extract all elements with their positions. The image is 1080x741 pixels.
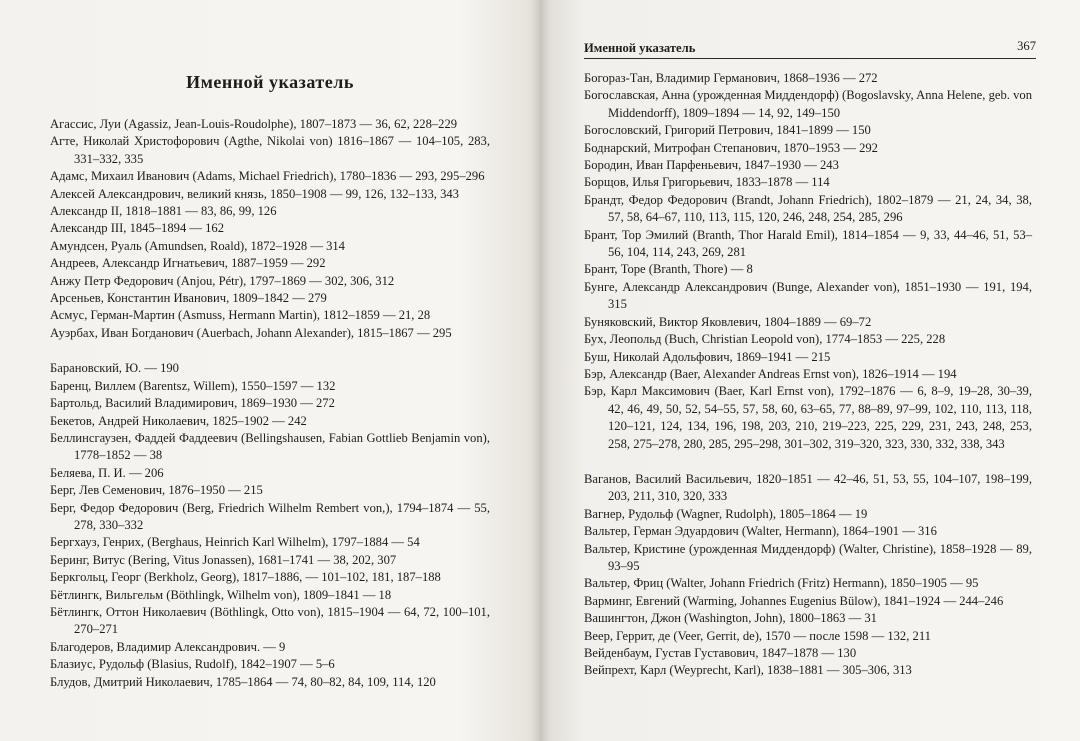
index-entry: Баренц, Виллем (Barentsz, Willem), 1550–1597 — 132 [50,378,336,393]
index-entry: Ваганов, Василий Васильевич, 1820–1851 — 42–46, 51, 53, 55, 104–107, 198–199, 203, 211, 310, 320, 333 [584,471,1032,504]
index-entry: Благодеров, Владимир Александрович. — 9 [50,639,286,654]
section-gap [584,453,1032,471]
index-entry: Берг, Лев Семенович, 1876–1950 — 215 [50,483,263,498]
index-entry: Бекетов, Андрей Николаевич, 1825–1902 — 242 [50,413,307,428]
index-entry: Андреев, Александр Игнатьевич, 1887–1959 — 292 [50,256,326,271]
index-entry: Богословский, Григорий Петрович, 1841–1899 — 150 [584,123,871,138]
index-entry: Богославская, Анна (урожденная Миддендорф) (Bogoslavsky, Anna Helene, geb. von Middendorff), 1809–1894 — 14, 92, 149–150 [584,88,1032,120]
index-entry: Арсеньев, Константин Иванович, 1809–1842 — 279 [50,291,327,306]
index-entry: Борщов, Илья Григорьевич, 1833–1878 — 114 [584,175,830,190]
index-entry: Бунге, Александр Александрович (Bunge, Alexander von), 1851–1930 — 191, 194, 315 [584,279,1032,312]
index-entry: Агассис, Луи (Agassiz, Jean-Louis-Roudolphe), 1807–1873 — 36, 62, 228–229 [50,117,458,131]
index-entry: Беринг, Витус (Bering, Vitus Jonassen), 1681–1741 — 38, 202, 307 [50,552,397,567]
index-entry: Агте, Николай Христофорович (Agthe, Nikolai von) 1816–1867 — 104–105, 283, 331–332, 335 [50,134,490,166]
index-entry: Вальтер, Кристине (урожденная Миддендорф) (Walter, Christine), 1858–1928 — 89, 93–95 [584,541,1032,573]
index-entry: Бётлингк, Оттон Николаевич (Böthlingk, Otto von), 1815–1904 — 64, 72, 100–101, 270–271 [50,604,490,637]
index-entry: Бётлингк, Вильгельм (Böthlingk, Wilhelm von), 1809–1841 — 18 [50,587,392,602]
index-entry: Вагнер, Рудольф (Wagner, Rudolph), 1805–1864 — 19 [584,506,868,521]
running-head [584,40,1036,59]
index-entry: Бородин, Иван Парфеньевич, 1847–1930 — 243 [584,158,839,173]
index-entry: Бэр, Карл Максимович (Baer, Karl Ernst von), 1792–1876 — 6, 8–9, 19–28, 30–39, 42, 46, 49, 50, 52, 54–55, 57, 58, 60, 63–65, 77, 88–89, 97–99, 102, 110, 113, 118, 120–121, 124, 134, 196, 198, 203, 210, 219–223, 225, 229, 231, 243, 248, 253, 258, 275–278, 280, 285, 295–298, 301–302, 319–320, 323, 330, 332, 338, 343 [584,384,1032,451]
index-entry: Вашингтон, Джон (Washington, John), 1800–1863 — 31 [584,611,877,626]
index-entry: Александр III, 1845–1894 — 162 [50,221,225,236]
index-entry: Амундсен, Руаль (Amundsen, Roald), 1872–1928 — 314 [50,238,345,253]
running-head-title: Именной указатель [584,41,696,55]
index-entry: Анжу Петр Федорович (Anjou, Pétr), 1797–1869 — 302, 306, 312 [50,273,395,288]
page-number: 367 [1017,39,1036,53]
index-entry: Вальтер, Герман Эдуардович (Walter, Hermann), 1864–1901 — 316 [584,524,937,539]
index-entry: Адамс, Михаил Иванович (Adams, Michael Friedrich), 1780–1836 — 293, 295–296 [50,169,485,184]
index-entry: Алексей Александрович, великий князь, 1850–1908 — 99, 126, 132–133, 343 [50,186,459,201]
index-entry: Барановский, Ю. — 190 [50,361,179,376]
index-entry: Буняковский, Виктор Яковлевич, 1804–1889 — 69–72 [584,314,872,329]
index-entry: Бартольд, Василий Владимирович, 1869–1930 — 272 [50,396,335,411]
index-entry: Асмус, Герман-Мартин (Asmuss, Hermann Martin), 1812–1859 — 21, 28 [50,308,431,323]
index-entry: Александр II, 1818–1881 — 83, 86, 99, 126 [50,204,277,219]
index-entry: Бух, Леопольд (Buch, Christian Leopold von), 1774–1853 — 225, 228 [584,332,946,347]
right-index-entries [584,70,1032,680]
index-entry: Ауэрбах, Иван Богданович (Auerbach, Johann Alexander), 1815–1867 — 295 [50,325,452,340]
index-entry: Буш, Николай Адольфович, 1869–1941 — 215 [584,349,831,364]
index-title: Именной указатель [186,72,354,92]
index-entry: Брандт, Федор Федорович (Brandt, Johann Friedrich), 1802–1879 — 21, 24, 34, 38, 57, 58, 64–67, 110, 113, 115, 120, 246, 248, 254, 285, 296 [584,192,1032,225]
index-entry: Брант, Торе (Branth, Thore) — 8 [584,262,753,277]
index-entry: Берг, Федор Федорович (Berg, Friedrich Wilhelm Rembert von,), 1794–1874 — 55, 278, 330–332 [50,500,490,532]
book-gutter [530,0,550,741]
section-gap [50,342,490,360]
left-index-entries [50,116,490,691]
index-entry: Веер, Геррит, де (Veer, Gerrit, de), 1570 — после 1598 — 132, 211 [584,628,931,643]
index-entry: Беллинсгаузен, Фаддей Фаддеевич (Bellingshausen, Fabian Gottlieb Benjamin von), 1778–1852 — 38 [50,430,490,463]
index-entry: Вальтер, Фриц (Walter, Johann Friedrich (Fritz) Hermann), 1850–1905 — 95 [584,576,979,591]
index-entry: Бергхауз, Генрих, (Berghaus, Heinrich Karl Wilhelm), 1797–1884 — 54 [50,535,420,550]
index-entry: Бэр, Александр (Baer, Alexander Andreas Ernst von), 1826–1914 — 194 [584,366,957,381]
right-page [540,0,1080,741]
index-entry: Блудов, Дмитрий Николаевич, 1785–1864 — 74, 80–82, 84, 109, 114, 120 [50,674,436,689]
index-entry: Варминг, Евгений (Warming, Johannes Eugenius Bülow), 1841–1924 — 244–246 [584,593,1004,608]
index-entry: Брант, Тор Эмилий (Branth, Thor Harald Emil), 1814–1854 — 9, 33, 44–46, 51, 53–56, 104, 114, 243, 269, 281 [584,227,1032,260]
index-entry: Беляева, П. И. — 206 [50,465,164,480]
index-entry: Вейпрехт, Карл (Weyprecht, Karl), 1838–1881 — 305–306, 313 [584,663,912,678]
index-entry: Боднарский, Митрофан Степанович, 1870–1953 — 292 [584,140,878,155]
index-entry: Вейденбаум, Густав Густавович, 1847–1878 — 130 [584,646,857,660]
index-entry: Богораз-Тан, Владимир Германович, 1868–1936 — 272 [584,71,878,85]
index-entry: Беркгольц, Георг (Berkholz, Georg), 1817–1886, — 101–102, 181, 187–188 [50,570,441,585]
index-entry: Блазиус, Рудольф (Blasius, Rudolf), 1842–1907 — 5–6 [50,657,335,672]
